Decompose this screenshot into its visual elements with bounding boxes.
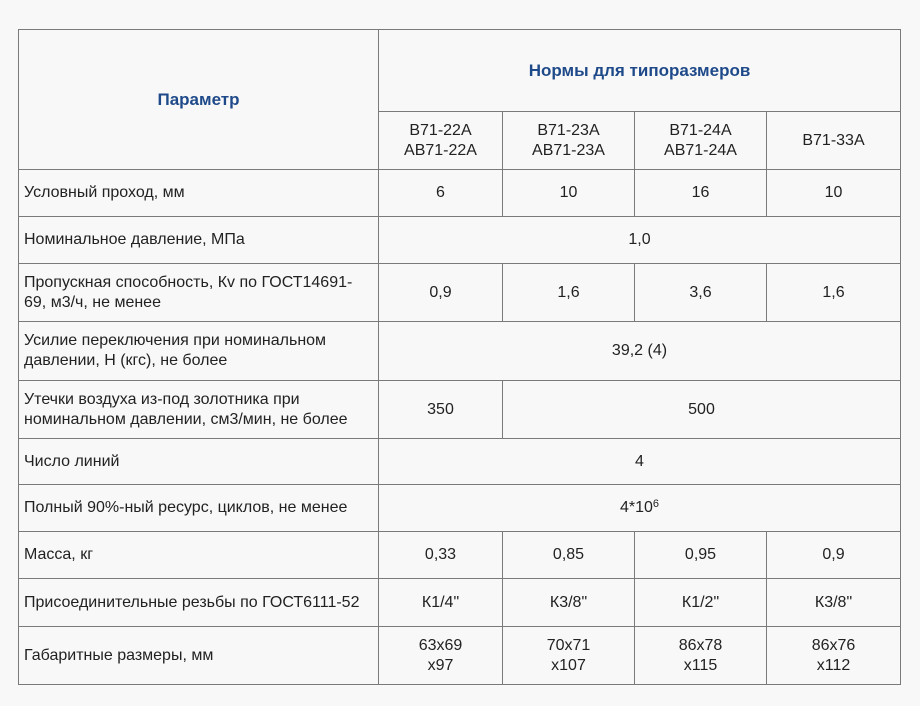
value-cell: 0,9 — [379, 264, 503, 322]
table-row — [19, 439, 901, 485]
param-cell: Условный проход, мм — [19, 170, 379, 217]
specifications-table — [18, 29, 901, 685]
value-cell: 500 — [503, 381, 901, 439]
value-cell: 86x76 x112 — [767, 627, 901, 685]
value-cell: 0,85 — [503, 532, 635, 579]
value-cell: 0,9 — [767, 532, 901, 579]
param-cell: Пропускная способность, Кv по ГОСТ14691-69, м3/ч, не менее — [19, 264, 379, 322]
table-row — [19, 170, 901, 217]
value-cell: 1,6 — [767, 264, 901, 322]
param-cell: Утечки воздуха из-под золотника при номинальном давлении, см3/мин, не более — [19, 381, 379, 439]
model-header: В71-33А — [767, 112, 901, 170]
value-cell: 70x71 x107 — [503, 627, 635, 685]
value-cell: 6 — [379, 170, 503, 217]
value-cell: 10 — [767, 170, 901, 217]
model-header: В71-23А АВ71-23А — [503, 112, 635, 170]
value-cell: 1,0 — [379, 217, 901, 264]
table-row — [19, 217, 901, 264]
value-cell: $4*10^6$ — [379, 485, 901, 532]
value-cell: 3,6 — [635, 264, 767, 322]
param-cell: Габаритные размеры, мм — [19, 627, 379, 685]
value-cell: 10 — [503, 170, 635, 217]
table-row — [19, 627, 901, 685]
table-row — [19, 322, 901, 381]
value-cell: 1,6 — [503, 264, 635, 322]
table-row — [19, 579, 901, 627]
norms-header: Нормы для типоразмеров — [379, 30, 901, 112]
value-cell: 39,2 (4) — [379, 322, 901, 381]
model-header: В71-22А АВ71-22А — [379, 112, 503, 170]
value-cell: К3/8" — [503, 579, 635, 627]
value-cell: 86x78 x115 — [635, 627, 767, 685]
model-header: В71-24А АВ71-24А — [635, 112, 767, 170]
param-cell: Присоединительные резьбы по ГОСТ6111-52 — [19, 579, 379, 627]
parameter-header: Параметр — [19, 30, 379, 170]
param-cell: Усилие переключения при номинальном давлении, Н (кгс), не более — [19, 322, 379, 381]
value-cell: 4 — [379, 439, 901, 485]
value-cell: К1/4" — [379, 579, 503, 627]
table-row — [19, 264, 901, 322]
table-row — [19, 532, 901, 579]
param-cell: Масса, кг — [19, 532, 379, 579]
value-cell: К3/8" — [767, 579, 901, 627]
value-cell: 16 — [635, 170, 767, 217]
param-cell: Полный 90%-ный ресурс, циклов, не менее — [19, 485, 379, 532]
value-cell: 350 — [379, 381, 503, 439]
param-cell: Число линий — [19, 439, 379, 485]
table-row — [19, 381, 901, 439]
table-row — [19, 485, 901, 532]
value-cell: 0,33 — [379, 532, 503, 579]
value-cell: 0,95 — [635, 532, 767, 579]
param-cell: Номинальное давление, МПа — [19, 217, 379, 264]
value-cell: 63x69 x97 — [379, 627, 503, 685]
value-cell: К1/2" — [635, 579, 767, 627]
